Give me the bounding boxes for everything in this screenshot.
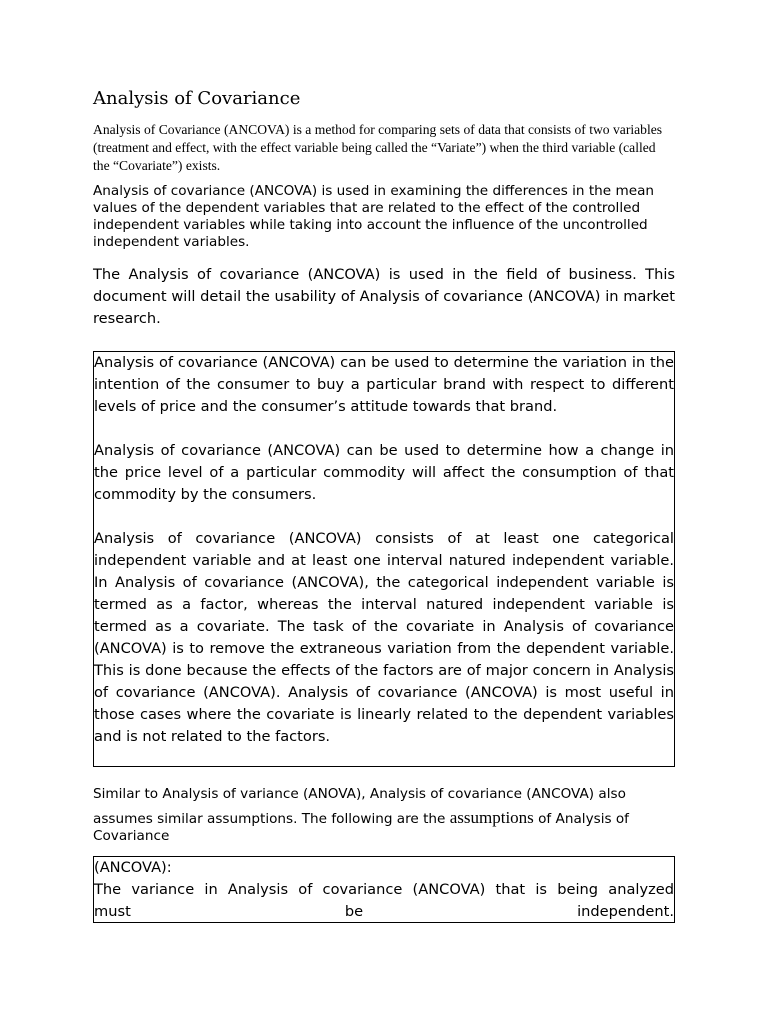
assumptions-box-line-2: must be independent. bbox=[94, 903, 674, 920]
assumptions-box-line-1: The variance in Analysis of covariance (ANCOVA) that is being analyzed bbox=[94, 881, 674, 898]
usage-paragraph-brand: Analysis of covariance (ANCOVA) can be used to determine the variation in the intention of the consumer to buy a particular brand with respect to different levels of price and the consumer’s attitude towards that brand. bbox=[94, 354, 674, 415]
assumptions-line-2 bbox=[93, 809, 675, 828]
page-title: Analysis of Covariance bbox=[93, 88, 301, 109]
assumptions-line-3: Covariance bbox=[93, 828, 170, 844]
assumptions-word: assumptions bbox=[449, 808, 534, 827]
assumptions-box-label: (ANCOVA): bbox=[94, 859, 172, 876]
usage-text-box bbox=[93, 351, 675, 767]
business-paragraph: The Analysis of covariance (ANCOVA) is used in the field of business. This document will detail the usability of Analysis of covariance (ANCOVA) in market research. bbox=[93, 266, 675, 327]
usage-paragraph-price: Analysis of covariance (ANCOVA) can be used to determine how a change in the price level of a particular commodity will affect the consumption of that commodity by the consumers. bbox=[94, 442, 674, 503]
assumptions-line-2-start: assumes similar assumptions. The following are the bbox=[93, 811, 450, 827]
usage-paragraph-variables: Analysis of covariance (ANCOVA) consists of at least one categorical independent variable and at least one interval natured independent variable. In Analysis of covariance (ANCOVA), the categorical independent variable is termed as a factor, whereas the interval natured independent variable is termed as a covariate. The task of the covariate in Analysis of covariance (ANCOVA) is to remove the extraneous variation from the dependent variable. This is done because the effects of the factors are of major concern in Analysis of covariance (ANCOVA). Analysis of covariance (ANCOVA) is most useful in those cases where the covariate is linearly related to the dependent variables and is not related to the factors. bbox=[94, 530, 674, 745]
assumptions-line-2-end: of Analysis of bbox=[533, 811, 629, 827]
assumptions-text-box bbox=[93, 856, 675, 923]
intro-paragraph-sans: Analysis of covariance (ANCOVA) is used in examining the differences in the mean values of the dependent variables that are related to the effect of the controlled independent variables while taking into account the influence of the uncontrolled independent variables. bbox=[93, 183, 655, 250]
assumptions-intro bbox=[93, 786, 675, 845]
intro-paragraph-serif: Analysis of Covariance (ANCOVA) is a method for comparing sets of data that consists of two variables (treatment and effect, with the effect variable being called the “Variate”) when the third variable (called the “Covariate”) exists. bbox=[93, 122, 663, 173]
assumptions-line-1: Similar to Analysis of variance (ANOVA), Analysis of covariance (ANCOVA) also bbox=[93, 786, 626, 802]
